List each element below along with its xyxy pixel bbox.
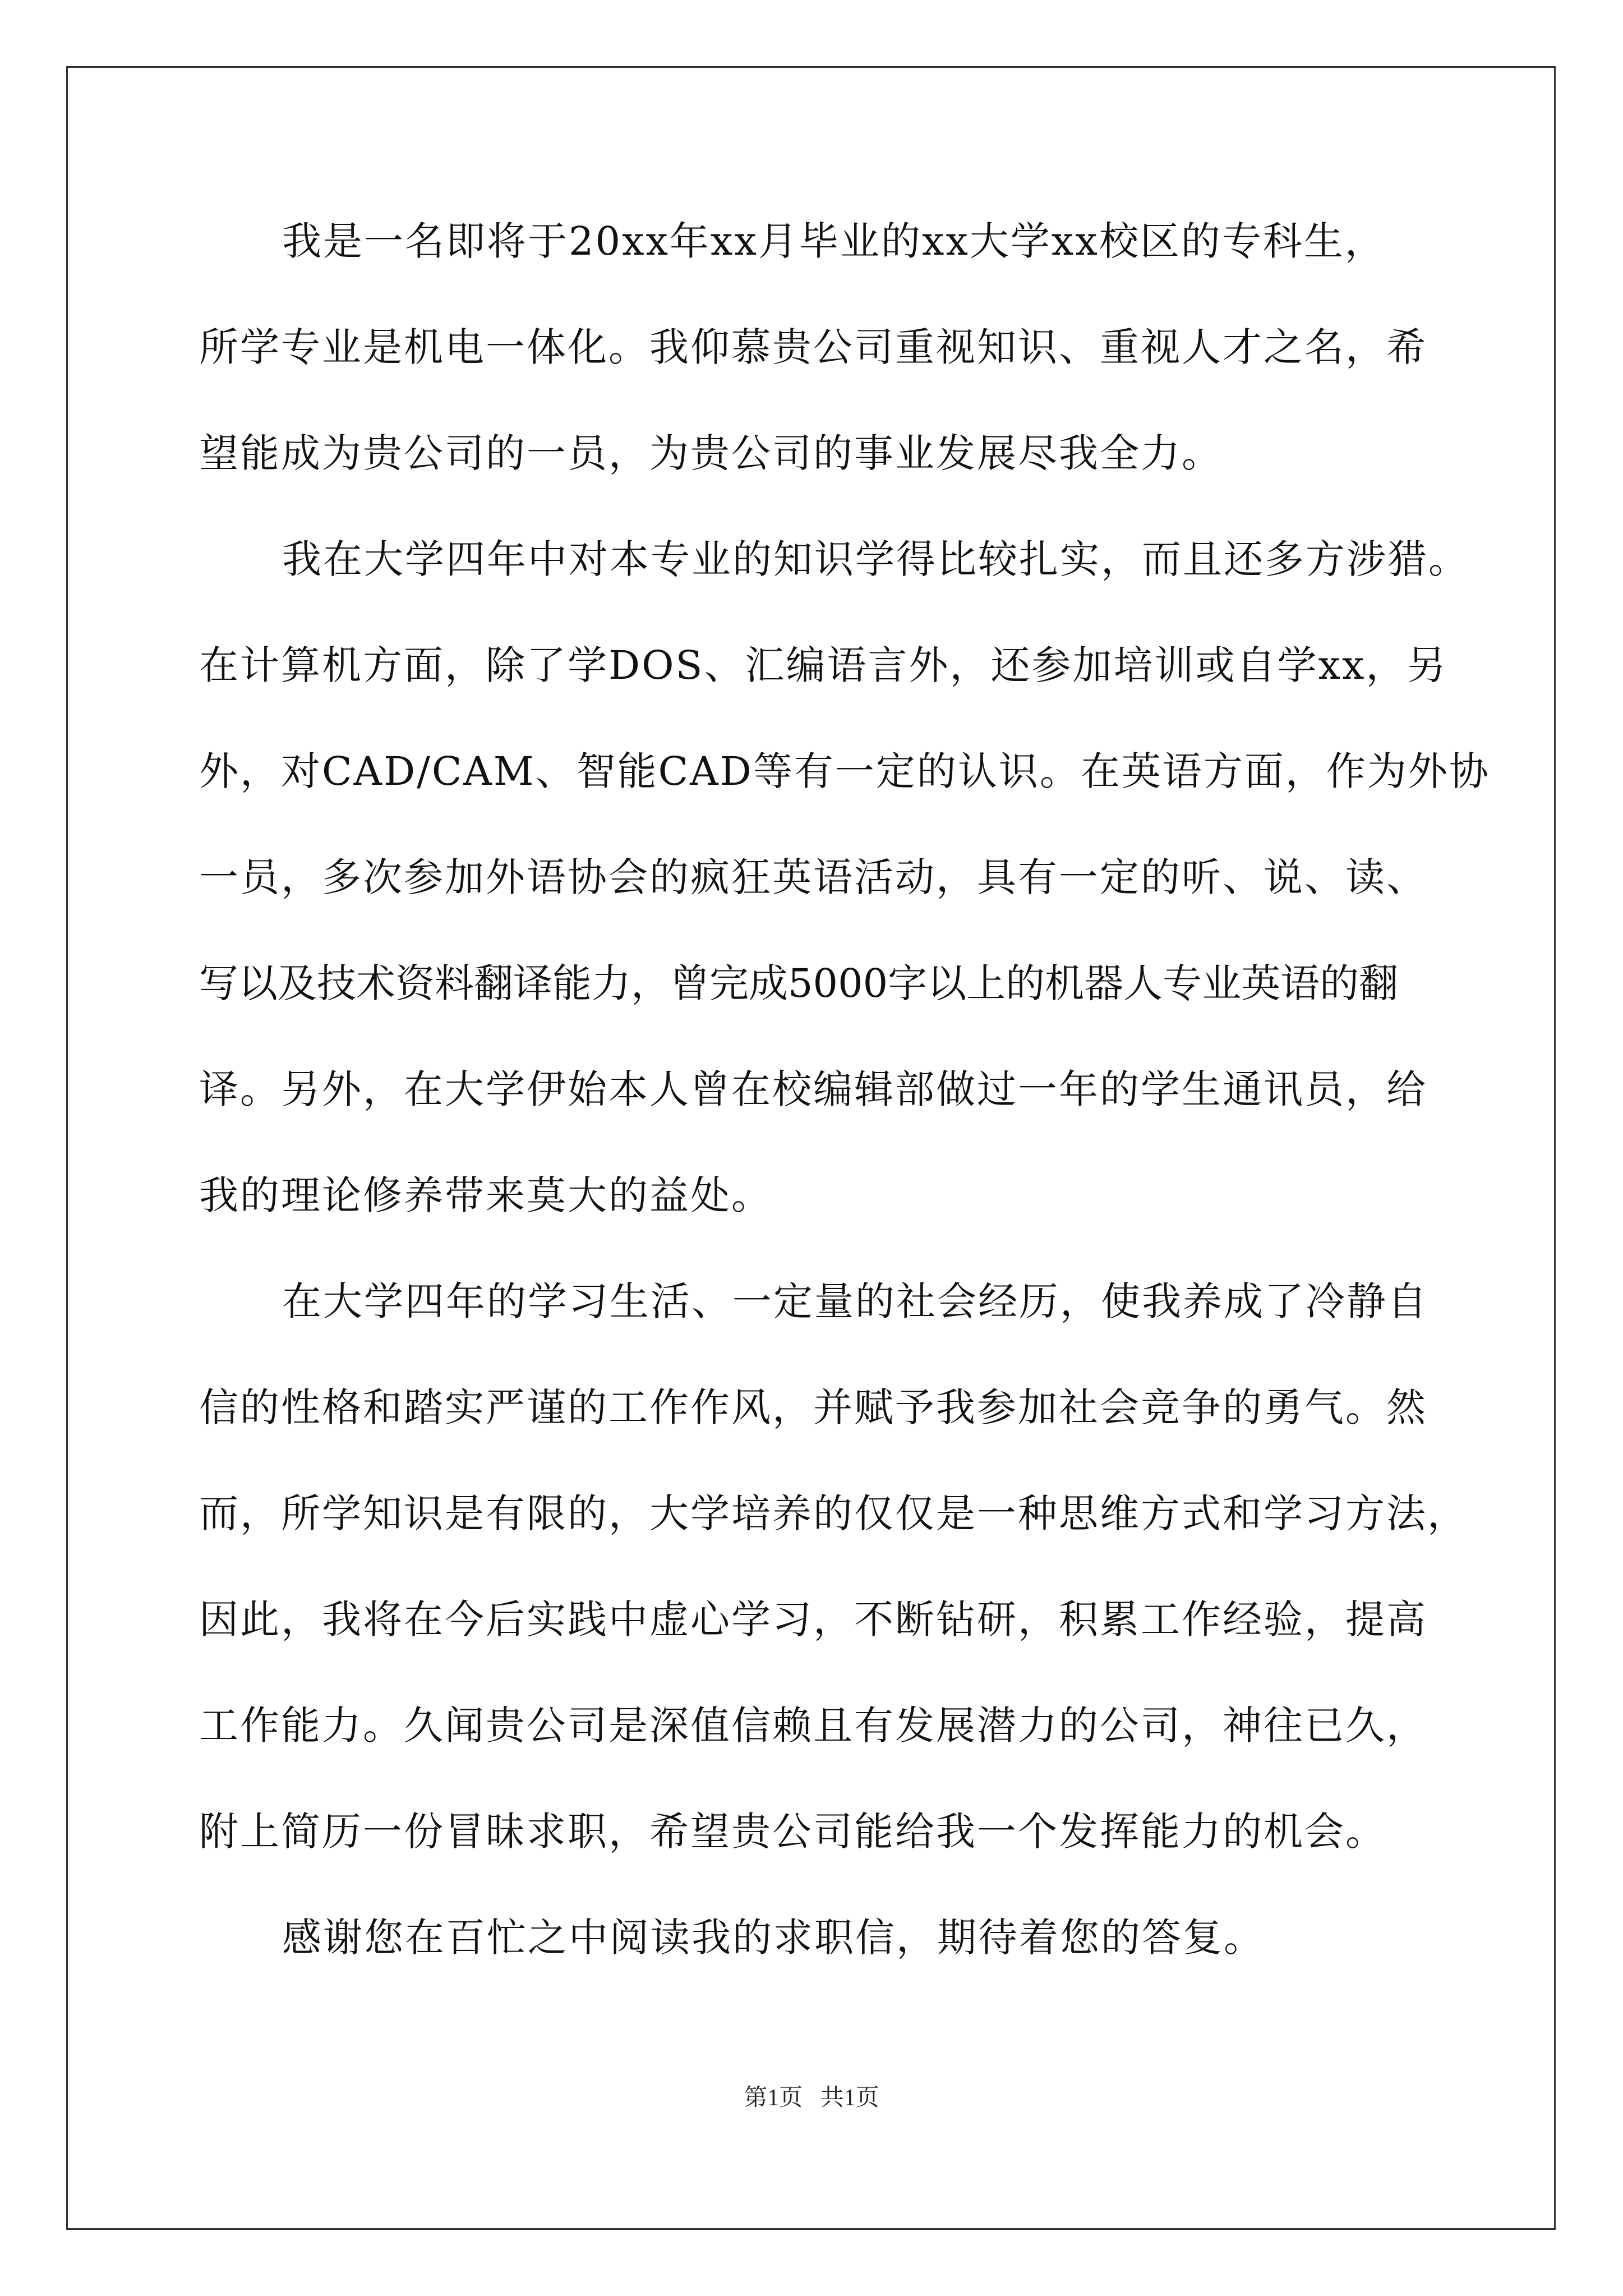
text-line: 我的理论修养带来莫大的益处。 [199, 1172, 772, 1218]
text-line: 感谢您在百忙之中阅读我的求职信，期待着您的答复。 [282, 1915, 1265, 1961]
text-line: 因此，我将在今后实践中虚心学习，不断钻研，积累工作经验，提高 [199, 1596, 1427, 1642]
text-line: 信的性格和踏实严谨的工作作风，并赋予我参加社会竞争的勇气。然 [199, 1384, 1427, 1430]
text-line: 望能成为贵公司的一员，为贵公司的事业发展尽我全力。 [199, 430, 1223, 476]
text-line: 而，所学知识是有限的，大学培养的仅仅是一种思维方式和学习方法， [199, 1490, 1468, 1536]
text-line: 附上简历一份冒昧求职，希望贵公司能给我一个发挥能力的机会。 [199, 1809, 1386, 1855]
text-line: 在计算机方面，除了学DOS、汇编语言外，还参加培训或自学xx，另 [199, 642, 1448, 688]
text-line: 外，对CAD/CAM、智能CAD等有一定的认识。在英语方面，作为外协 [199, 748, 1490, 794]
page-number-footer: 第1页 共1页 [744, 2085, 879, 2111]
text-line: 我是一名即将于20xx年xx月毕业的xx大学xx校区的专科生， [282, 218, 1386, 264]
text-line: 我在大学四年中对本专业的知识学得比较扎实，而且还多方涉猎。 [282, 536, 1469, 582]
text-line: 工作能力。久闻贵公司是深值信赖且有发展潜力的公司，神往已久， [199, 1703, 1427, 1749]
text-line: 写以及技术资料翻译能力，曾完成5000字以上的机器人专业英语的翻 [199, 960, 1399, 1006]
text-line: 所学专业是机电一体化。我仰慕贵公司重视知识、重视人才之名，希 [199, 324, 1427, 370]
text-line: 译。另外，在大学伊始本人曾在校编辑部做过一年的学生通讯员，给 [199, 1066, 1427, 1112]
text-line: 一员，多次参加外语协会的疯狂英语活动，具有一定的听、说、读、 [199, 854, 1427, 900]
letter-body [199, 218, 1490, 2021]
text-line: 在大学四年的学习生活、一定量的社会经历，使我养成了冷静自 [282, 1278, 1428, 1324]
